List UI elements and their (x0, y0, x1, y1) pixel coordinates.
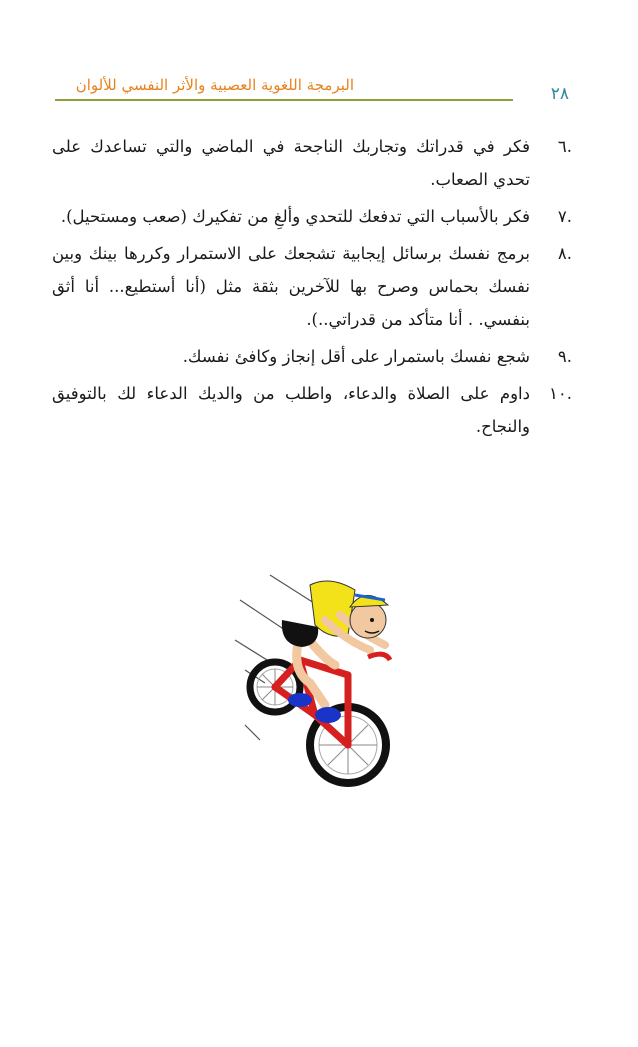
item-number: .٦ (557, 137, 572, 156)
list-item (52, 130, 572, 196)
item-text: برمج نفسك برسائل إيجابية تشجعك على الاستمرار وكررها بينك وبين نفسك بحماس وصرح بها للآخرين بثقة مثل (أنا أستطيع... أنا أثق بنفسي. . أنا متأكد من قدراتي..). (52, 244, 530, 329)
item-text: شجع نفسك باستمرار على أقل إنجاز وكافئ نفسك. (182, 347, 530, 366)
item-number: .٩ (557, 347, 572, 366)
running-header-title: البرمجة اللغوية العصبية والأثر النفسي للألوان (75, 76, 354, 94)
item-text: فكر بالأسباب التي تدفعك للتحدي وألغِ من تفكيرك (صعب ومستحيل). (60, 207, 530, 226)
list-item (52, 377, 572, 443)
item-number: .١٠ (549, 384, 572, 403)
item-text: فكر في قدراتك وتجاربك الناجحة في الماضي والتي تساعدك على تحدي الصعاب. (52, 137, 530, 189)
page-header (55, 72, 569, 102)
header-divider (55, 99, 513, 101)
list-item (52, 200, 572, 233)
item-text: داوم على الصلاة والدعاء، واطلب من والديك الدعاء لك بالتوفيق والنجاح. (52, 384, 530, 436)
cyclist-cartoon-icon (230, 565, 410, 800)
page-number: ٢٨ (550, 84, 569, 104)
list-item (52, 237, 572, 336)
list-item (52, 340, 572, 373)
item-number: .٧ (557, 207, 572, 226)
tips-list (52, 130, 572, 447)
item-number: .٨ (557, 244, 572, 263)
